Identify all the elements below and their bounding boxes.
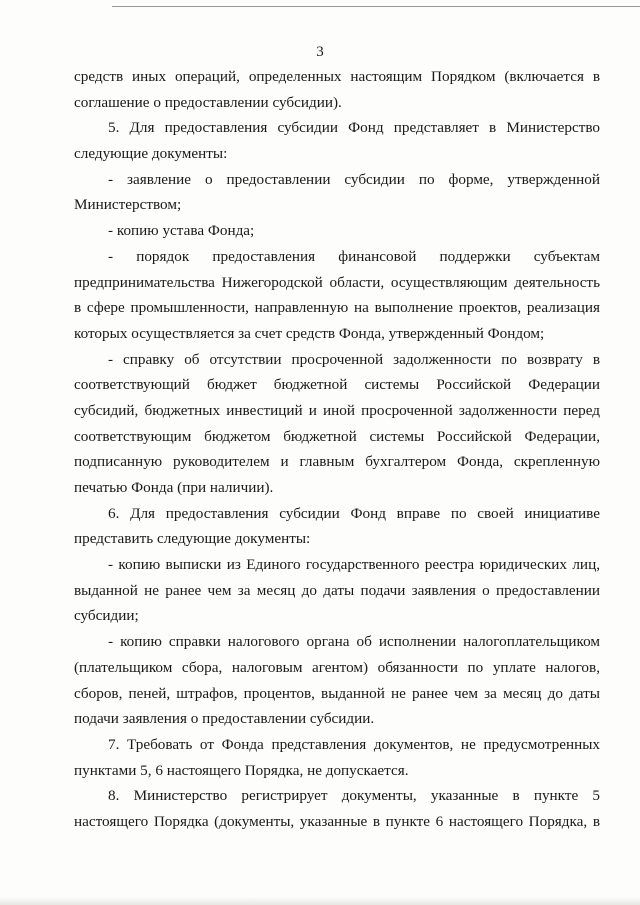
document-body — [74, 64, 600, 835]
text-line: - копию справки налогового органа об исполнении налогоплательщиком — [108, 633, 600, 651]
text-line: - справку об отсутствии просроченной задолженности по возврату в — [108, 350, 600, 368]
text-line: соглашение о предоставлении субсидии). — [74, 93, 342, 111]
text-line: субсидий, бюджетных инвестиций и иной просроченной задолженности перед — [74, 401, 600, 419]
text-line: - копию выписки из Единого государственного реестра юридических лиц, — [108, 556, 600, 574]
text-line: подписанную руководителем и главным бухгалтером Фонда, скрепленную — [74, 453, 600, 471]
text-line: Министерством; — [74, 196, 182, 214]
text-line: выданной не ранее чем за месяц до даты подачи заявления о предоставлении — [74, 581, 600, 599]
text-line: - порядок предоставления финансовой поддержки субъектам — [108, 247, 600, 265]
text-line: 8. Министерство регистрирует документы, указанные в пункте 5 — [108, 787, 600, 805]
scan-bottom-edge — [0, 897, 640, 905]
text-line: средств иных операций, определенных настоящим Порядком (включается в — [74, 68, 600, 85]
text-line: пунктами 5, 6 настоящего Порядка, не допускается. — [74, 761, 409, 779]
text-line: которых осуществляется за счет средств Фонда, утвержденный Фондом; — [74, 324, 545, 342]
text-line: 6. Для предоставления субсидии Фонд вправе по своей инициативе — [108, 504, 600, 522]
text-line: следующие документы: — [74, 145, 228, 163]
text-line: настоящего Порядка (документы, указанные в пункте 6 настоящего Порядка, в — [74, 812, 600, 830]
text-line: предпринимательства Нижегородской области, осуществляющим деятельность — [74, 273, 600, 291]
text-line: подачи заявления о предоставлении субсидии. — [74, 710, 375, 728]
text-line: - заявление о предоставлении субсидии по форме, утвержденной — [108, 170, 600, 188]
text-line: субсидии; — [74, 607, 139, 625]
text-line: в сфере промышленности, направленную на выполнение проектов, реализация — [74, 299, 600, 317]
text-line: соответствующий бюджет бюджетной системы Российской Федерации — [74, 376, 600, 394]
text-line: - копию устава Фонда; — [108, 222, 255, 240]
text-line: соответствующим бюджетом бюджетной системы Российской Федерации, — [74, 427, 600, 445]
text-line: сборов, пеней, штрафов, процентов, выданной не ранее чем за месяц до даты — [74, 684, 600, 702]
text-line: печатью Фонда (при наличии). — [74, 479, 274, 496]
text-line: 5. Для предоставления субсидии Фонд представляет в Министерство — [108, 119, 600, 137]
page-number: 3 — [316, 44, 324, 60]
text-line: представить следующие документы: — [74, 530, 311, 548]
text-line: 7. Требовать от Фонда представления документов, не предусмотренных — [108, 735, 600, 753]
page-top-rule — [112, 6, 640, 7]
text-line: (плательщиком сбора, налоговым агентом) обязанности по уплате налогов, — [74, 658, 600, 676]
